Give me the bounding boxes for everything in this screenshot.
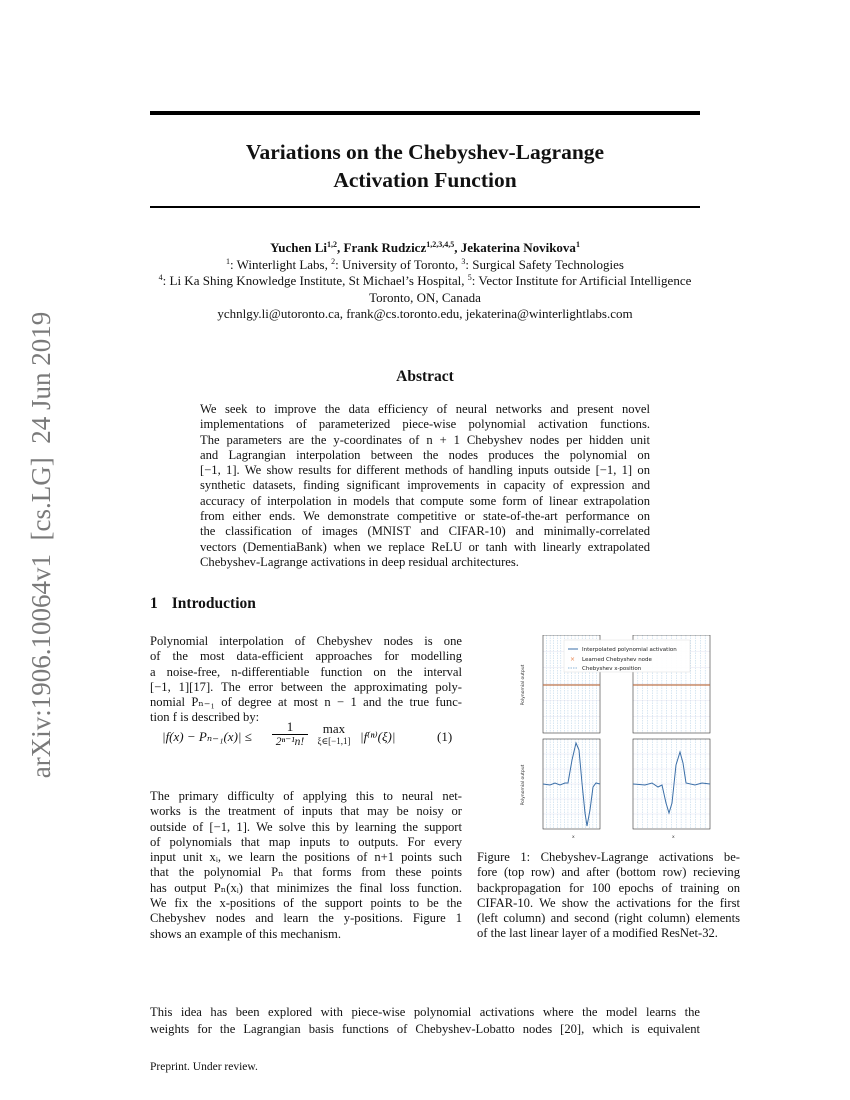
- text-line: [−1, 1][17]. The error between the approximating poly-: [150, 679, 462, 694]
- author-names: Yuchen Li$^{1,2}$, Frank Rudzicz$^{1,2,3,4,5}$, Jekaterina Novikova$^1$: [270, 240, 580, 255]
- text-line: Figure 1: Chebyshev-Lagrange activations be-: [477, 850, 740, 864]
- text-line: The parameters are the y-coordinates of n + 1 Chebyshev nodes per hidden unit: [200, 432, 650, 447]
- figure-1-plot: [510, 635, 740, 840]
- intro-paragraph-2: [150, 789, 462, 942]
- x-marker-icon: ×: [570, 656, 576, 663]
- text-line: implementations of parameterized piece-wise polynomial activation functions.: [200, 417, 650, 432]
- text-line: We fix the x-positions of the support points to be the: [150, 896, 462, 911]
- text-line: synthetic datasets, finding significant improvements in capacity of expression and: [200, 478, 650, 493]
- text-line: of the last linear layer of a modified ResNet-32.: [477, 926, 718, 941]
- text-line: (left column) and second (right column) elements: [477, 911, 740, 926]
- intro-paragraph-3: [150, 1005, 700, 1038]
- y-axis-label: Polynomial output: [521, 764, 526, 806]
- text-line: [−1, 1]. We show results for different methods of handling inputs outside [−1, 1] on: [200, 463, 650, 478]
- abstract-body: [200, 402, 650, 570]
- author-affil: 1,2,3,4,5: [426, 240, 455, 249]
- legend: [564, 640, 690, 672]
- text-line: This idea has been explored with piece-wise polynomial activations where the model learns the: [150, 1005, 700, 1019]
- text-line: from either ends. We demonstrate competitive or state-of-the-art performance on: [200, 509, 650, 524]
- text-line: nomial Pₙ₋₁ of degree at most n − 1 and the true func-: [150, 695, 462, 710]
- title-line: Variations on the Chebyshev-Lagrange: [245, 140, 605, 164]
- text-line: CIFAR-10. We show the activations for the first: [477, 895, 740, 910]
- figure-caption: [477, 850, 740, 942]
- section-number: 1: [150, 595, 158, 612]
- text-line: We seek to improve the data efficiency of neural networks and present novel: [200, 402, 650, 416]
- text-line: shows an example of this mechanism.: [150, 926, 341, 941]
- author-affil: 1,2: [327, 240, 338, 249]
- author-name: Yuchen Li: [270, 240, 328, 255]
- text-line: weights for the Lagrangian basis functions of Chebyshev-Lobatto nodes [20], which is equivalent: [150, 1021, 700, 1036]
- title-rule: [150, 206, 700, 208]
- author-name: Frank Rudzicz: [343, 240, 427, 255]
- top-rule: [150, 111, 700, 115]
- text-line: works is the treatment of inputs that may be noisy or: [150, 804, 462, 819]
- text-line: the classification of images (MNIST and CIFAR-10) and minimally-correlated: [200, 524, 650, 539]
- author-affil: 1: [575, 240, 580, 249]
- equation-rhs: |f⁽ⁿ⁾(ξ)|: [360, 729, 396, 744]
- arxiv-stamp: arXiv:1906.10064v1 [cs.LG] 24 Jun 2019: [26, 311, 56, 779]
- x-axis-label: x: [572, 835, 575, 840]
- equation-max: max ξ∈[−1,1]: [317, 721, 351, 746]
- location: Toronto, ON, Canada: [369, 289, 481, 305]
- equation-lhs: |f(x) − Pₙ₋₁(x)| ≤: [162, 729, 252, 744]
- footer: Preprint. Under review.: [150, 1061, 258, 1073]
- text-line: The primary difficulty of applying this to neural net-: [150, 789, 462, 803]
- emails: ychnlgy.li@utoronto.ca, frank@cs.toronto.edu, jekaterina@winterlightlabs.com: [217, 306, 633, 321]
- abstract-heading: Abstract: [396, 368, 454, 385]
- paper-title: [150, 138, 700, 194]
- text-line: of polynomials that map inputs to outputs. For every: [150, 834, 462, 849]
- affiliation-line: $^4$: Li Ka Shing Knowledge Institute, St Michael’s Hospital, $^5$: Vector Institute for Artificial Intelligence: [158, 273, 692, 288]
- y-axis-label: Polynomial output: [521, 664, 526, 706]
- text-line: input unit xᵢ, we learn the positions of n+1 points such: [150, 850, 462, 865]
- legend-item: Learned Chebyshev node: [582, 657, 652, 663]
- text-line: Polynomial interpolation of Chebyshev nodes is one: [150, 634, 462, 648]
- text-line: Chebyshev nodes and learn the y-positions. Figure 1: [150, 911, 462, 926]
- text-line: has output Pₙ(xᵢ) that minimizes the final loss function.: [150, 880, 462, 895]
- text-line: backpropagation for 100 epochs of training on: [477, 880, 740, 895]
- equation-1: [150, 720, 462, 756]
- text-line: outside of [−1, 1]. We solve this by learning the support: [150, 819, 462, 834]
- author-name: Jekaterina Novikova: [460, 240, 576, 255]
- section-heading: [150, 595, 256, 613]
- author-block: [150, 240, 700, 323]
- text-line: vectors (DementiaBank) when we replace ReLU or tanh with linearly extrapolated: [200, 539, 650, 554]
- text-line: a noise-free, n-differentiable function on the interval: [150, 664, 462, 679]
- text-line: of the most data-efficient approaches for modelling: [150, 649, 462, 664]
- affiliation-line: $^1$: Winterlight Labs, $^2$: University of Toronto, $^3$: Surgical Safety Technologies: [226, 256, 624, 272]
- equation-fraction: 1 2ⁿ⁻¹n!: [272, 720, 308, 749]
- section-title: Introduction: [171, 595, 256, 612]
- text-line: accuracy of interpolation in models that compute some form of linear extrapolation: [200, 493, 650, 508]
- x-axis-label: x: [672, 835, 675, 840]
- text-line: fore (top row) and after (bottom row) recieving: [477, 865, 740, 880]
- legend-item: Chebyshev x-position: [582, 666, 642, 672]
- legend-item: Interpolated polynomial activation: [582, 647, 677, 653]
- text-line: and Lagrangian interpolation between the nodes produces the polynomial on: [200, 447, 650, 462]
- text-line: that the polynomial Pₙ that forms from these points: [150, 865, 462, 880]
- title-line: Activation Function: [333, 168, 517, 192]
- text-line: tion f is described by:: [150, 710, 260, 725]
- text-line: Chebyshev-Lagrange activations in deep residual architectures.: [200, 554, 519, 569]
- equation-number: (1): [437, 729, 453, 744]
- intro-paragraph-1: [150, 634, 462, 726]
